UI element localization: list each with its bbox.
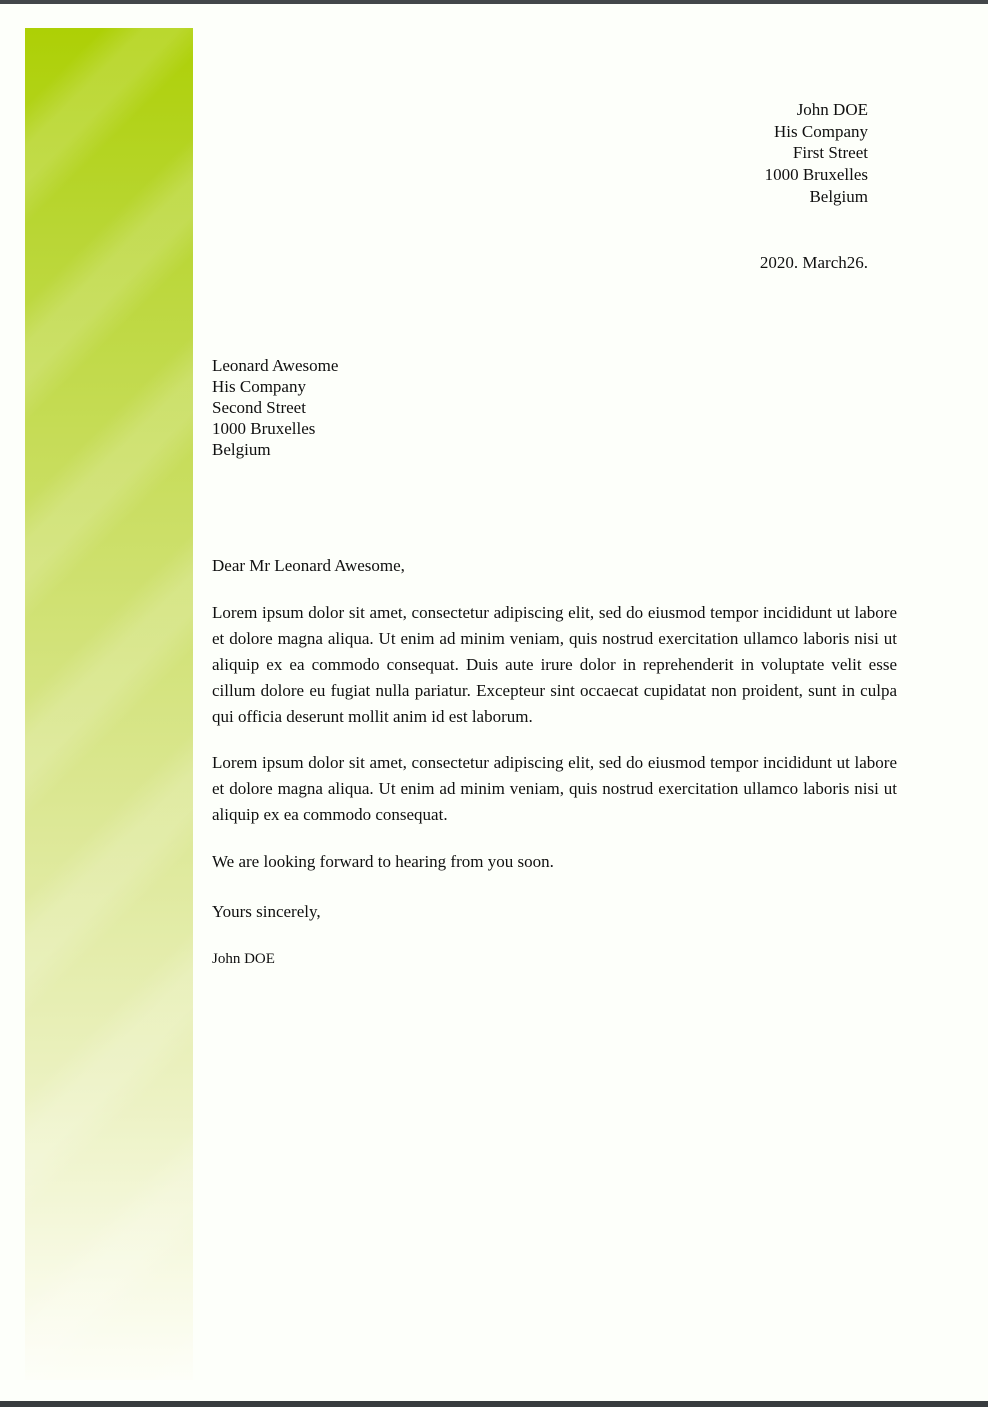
body-paragraph-1: Lorem ipsum dolor sit amet, consectetur adipiscing elit, sed do eiusmod tempor incididunt ut labore et dolore magna aliqua. Ut enim ad minim veniam, quis nostrud exercitation ullamco laboris nisi ut aliquip ex ea commodo consequat. Duis aute irure dolor in reprehenderit in voluptate velit esse cillum dolore eu fugiat nulla pariatur. Excepteur sint occaecat cupidatat non proident, sunt in culpa qui officia deserunt mollit anim id est laborum. <box>212 603 897 726</box>
recipient-city: 1000 Bruxelles <box>212 419 316 438</box>
sender-country: Belgium <box>809 186 868 206</box>
sender-city: 1000 Bruxelles <box>764 165 868 185</box>
closing-line: We are looking forward to hearing from you soon. <box>212 852 554 871</box>
recipient-name: Leonard Awesome <box>212 356 339 375</box>
sender-address-block <box>765 99 868 208</box>
green-gradient-letterhead-bar <box>25 28 193 1380</box>
letter-date: 2020. March26. <box>759 253 868 272</box>
signature-name: John DOE <box>212 951 275 967</box>
sender-name: John DOE <box>796 100 868 119</box>
recipient-company: His Company <box>212 377 306 396</box>
page-bottom-border <box>0 1401 988 1407</box>
sender-street: First Street <box>792 143 868 163</box>
sender-company: His Company <box>774 121 868 141</box>
recipient-country: Belgium <box>212 440 271 459</box>
recipient-address-block <box>212 355 338 460</box>
recipient-street: Second Street <box>212 398 306 417</box>
body-paragraph-2: Lorem ipsum dolor sit amet, consectetur adipiscing elit, sed do eiusmod tempor incididunt ut labore et dolore magna aliqua. Ut enim ad minim veniam, quis nostrud exercitation ullamco laboris nisi ut aliquip ex ea commodo consequat. <box>212 753 897 824</box>
page-top-border <box>0 0 988 4</box>
salutation: Dear Mr Leonard Awesome, <box>212 556 405 575</box>
valediction: Yours sincerely, <box>212 902 321 921</box>
